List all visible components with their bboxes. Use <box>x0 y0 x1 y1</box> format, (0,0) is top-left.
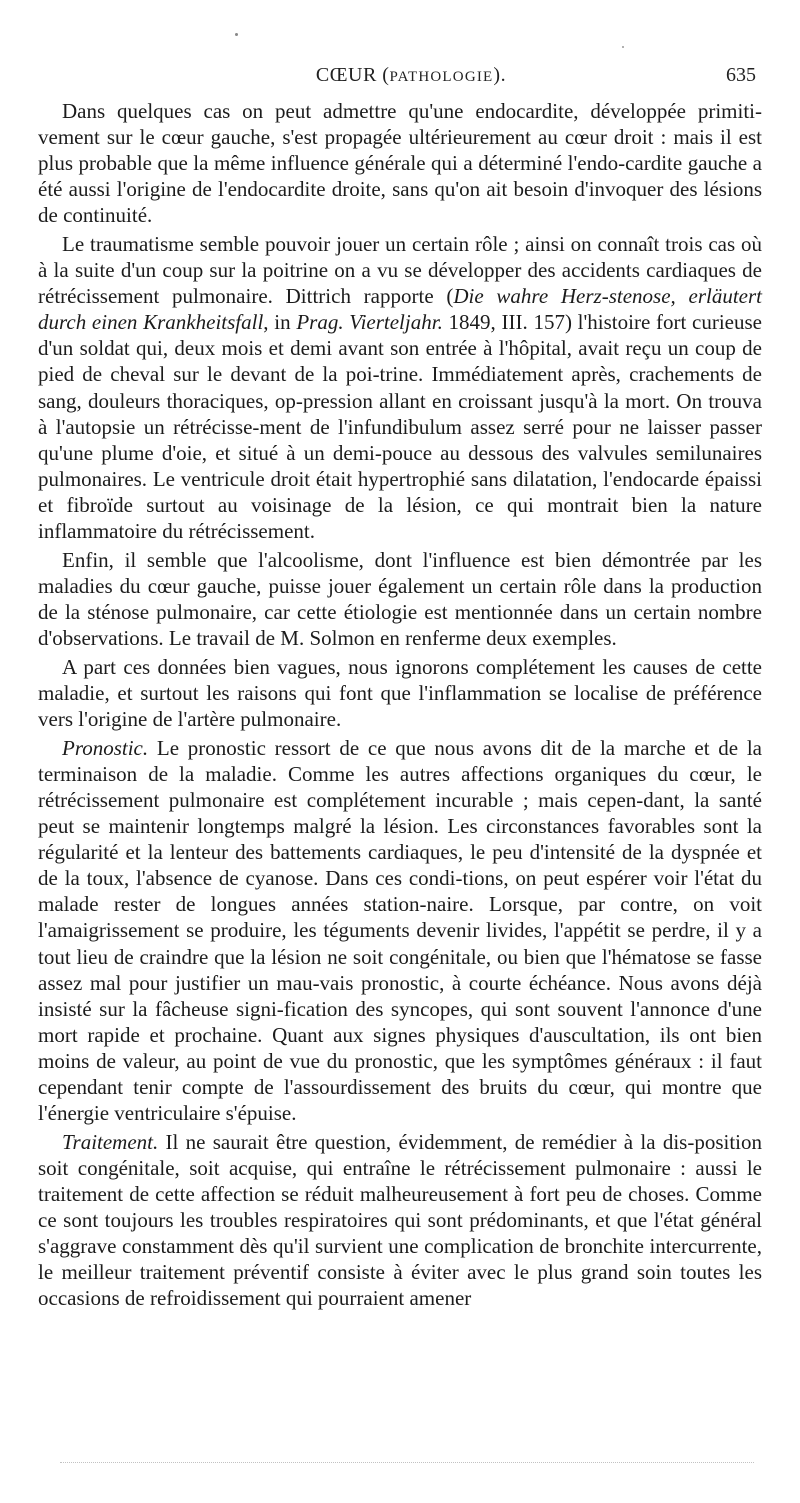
citation-title: Die wahre Herz-stenose, erläutert durch einen Krankheitsfall <box>38 284 762 335</box>
running-title-main: CŒUR ( <box>315 64 390 86</box>
footer-bleed-line <box>60 1462 754 1467</box>
running-header <box>66 64 756 98</box>
paragraph-pronostic <box>38 735 762 1126</box>
print-speck <box>235 33 238 36</box>
running-title-end: ). <box>493 64 507 86</box>
running-title-subject: PATHOLOGIE <box>389 69 494 85</box>
paragraph-traumatisme-part3: 1849, III. 157) l'histoire fort curieuse d'un soldat qui, deux mois et demi avant son entrée à l'hôpital, avait reçu un coup de pied de cheval sur le devant de la poi-trine. Immédiatement après, crachements de sang, douleurs thoraciques, op-pression allant en croissant jusqu'à la mort. On trouva à l'autopsie un rétrécisse-ment de l'infundibulum assez serré pour ne laisser passer qu'une plume d'oie, et situé à un demi-pouce au dessous des valvules semilunaires pulmonaires. Le ventricule droit était hypertrophié sans dilatation, l'endocarde épaissi et fibroïde surtout au voisinage de la lésion, ce qui montrait bien la nature inflammatoire du rétrécissement. <box>38 310 762 543</box>
page-number: 635 <box>726 64 756 86</box>
body-text <box>38 98 762 1314</box>
section-heading-traitement: Traitement. <box>62 1129 159 1154</box>
paragraph-traumatisme <box>38 231 762 544</box>
paragraph-traitement <box>38 1129 762 1311</box>
paragraph-endocardite: Dans quelques cas on peut admettre qu'une endocardite, développée primiti-vement sur le cœur gauche, s'est propagée ultérieurement au cœur droit : mais il est plus probable que la même influence générale qui a déterminé l'endo-cardite gauche a été aussi l'origine de l'endocardite droite, sans qu'on ait besoin d'invoquer des lésions de continuité. <box>38 99 762 228</box>
paragraph-pronostic-text: Le pronostic ressort de ce que nous avons dit de la marche et de la terminaison de la maladie. Comme les autres affections organiques du cœur, le rétrécissement pulmonaire est complétement incurable ; mais cepen-dant, la santé peut se maintenir longtemps malgré la lésion. Les circonstances favorables sont la régularité et la lenteur des battements cardiaques, le peu d'intensité de la dyspnée et de la toux, l'absence de cyanose. Dans ces condi-tions, on peut espérer voir l'état du malade rester de longues années station-naire. Lorsque, par contre, on voit l'amaigrissement se produire, les téguments devenir livides, l'appétit se perdre, il y a tout lieu de craindre que la lésion ne soit congénitale, ou bien que l'hématose se fasse assez mal pour justifier un mau-vais pronostic, à courte échéance. Nous avons déjà insisté sur la fâcheuse signi-fication des syncopes, qui sont souvent l'annonce d'une mort rapide et prochaine. Quant aux signes physiques d'auscultation, ils ont bien moins de valeur, au point de vue du pronostic, que les symptômes généraux : il faut cependant tenir compte de l'assourdissement des bruits du cœur, qui montre que l'énergie ventriculaire s'épuise. <box>38 736 762 1125</box>
paragraph-traitement-text: Il ne saurait être question, évidemment, de remédier à la dis-position soit congénitale, soit acquise, qui entraîne le rétrécissement pulmonaire : aussi le traitement de cette affection se réduit malheureusement à fort peu de choses. Comme ce sont toujours les troubles respiratoires qui sont prédominants, et que l'état général s'aggrave constamment dès qu'il survient une complication de bronchite intercurrente, le meilleur traitement préventif consiste à éviter avec le plus grand soin toutes les occasions de refroidissement qui pourraient amener <box>38 1129 762 1311</box>
running-title <box>66 64 756 87</box>
section-heading-pronostic: Pronostic. <box>62 736 149 761</box>
print-speck <box>622 46 624 48</box>
paragraph-traumatisme-part1: Le traumatisme semble pouvoir jouer un certain rôle ; ainsi on connaît trois cas où à la suite d'un coup sur la poitrine on a vu se développer des accidents cardiaques de rétrécissement pulmonaire. Dittrich rapporte ( <box>38 232 762 309</box>
paragraph-alcoolisme: Enfin, il semble que l'alcoolisme, dont l'influence est bien démontrée par les maladies du cœur gauche, puisse jouer également un certain rôle dans la production de la sténose pulmonaire, car cette étiologie est mentionnée dans un certain nombre d'observations. Le travail de M. Solmon en renferme deux exemples. <box>38 547 762 650</box>
citation-journal: Prag. Vierteljahr. <box>296 310 443 335</box>
paragraph-causes: A part ces données bien vagues, nous ignorons complétement les causes de cette maladie, et surtout les raisons qui font que l'inflammation se localise de préférence vers l'origine de l'artère pulmonaire. <box>38 654 762 732</box>
paragraph-traumatisme-part2: , in <box>263 310 297 335</box>
